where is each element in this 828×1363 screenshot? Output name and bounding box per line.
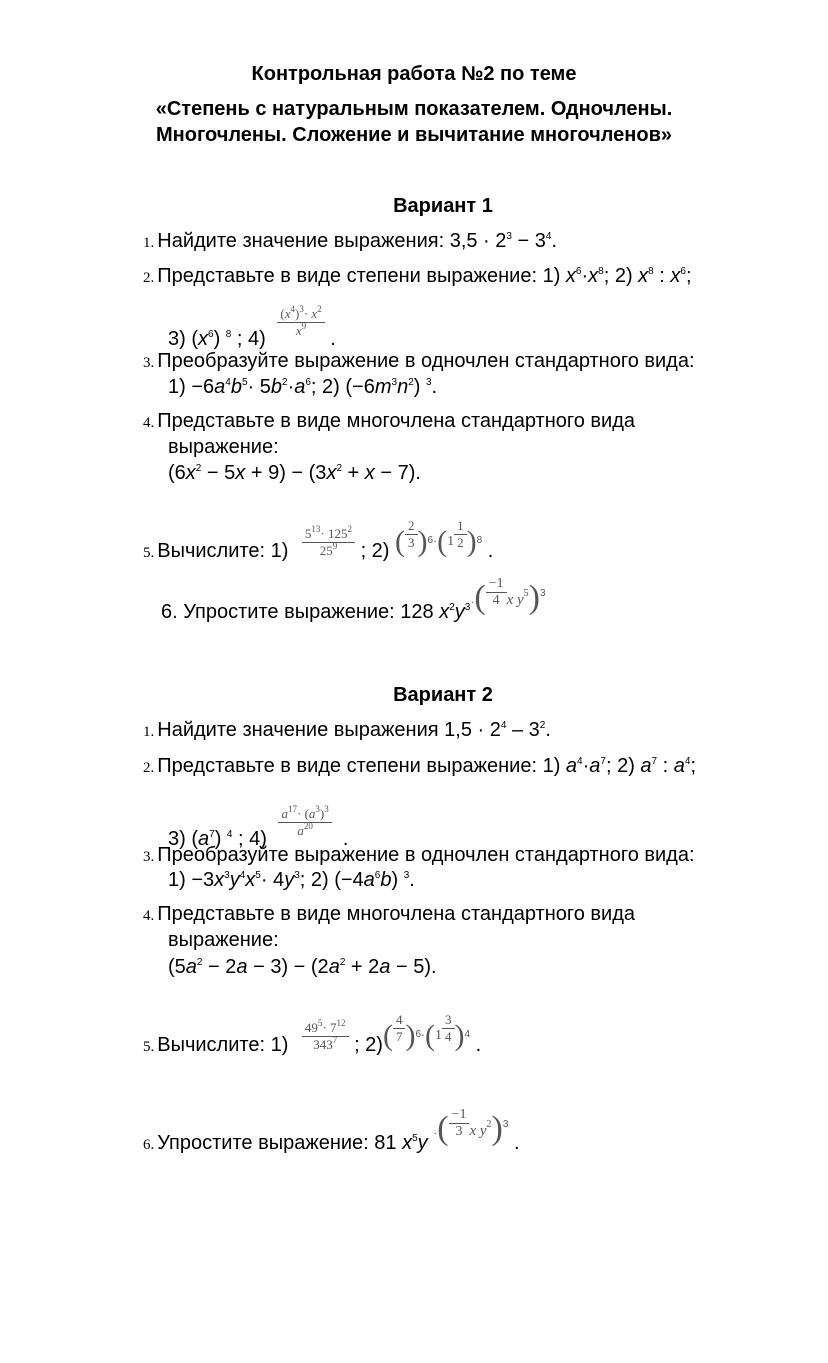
v1-task-3-cont: $1) -6a^4b^5\cdot 5b^2\cdot a^6$; 2) $(-6m^3n^2)$ $^3$.: [168, 376, 438, 398]
v2-task-3-cont: $1) -3x^3y^4x^5\cdot 4y^3$; 2) $(-4a^6b)$ $^3$.: [168, 869, 415, 891]
v1-task-4-word: выражение:: [168, 436, 279, 458]
task-text: Найдите значение выражения: 3,5 · 2: [157, 230, 507, 252]
fraction: $\frac{(x^4)^3\cdot x^2}{x^9}$: [277, 306, 324, 339]
task-text: Найдите значение выражения 1,5 · 2: [157, 719, 501, 741]
v1-task-2-cont: 3) $(x^6)$ $^8$ ; 4) $\frac{(x^4)^3\cdot x^2}{x^9}$ .: [168, 304, 336, 350]
v1-task-4-expr: $(6x^2 - 5x + 9) - (3x^2 + x - 7)$.: [168, 462, 421, 484]
v2-task-2-cont: 3) $(a^7)$ $^4$ ; 4) $\frac{a^{17}\cdot (a^3)^3}{a^{20}}$ .: [168, 804, 349, 850]
v2-task-4-expr: $(5a^2 - 2a - 3) - (2a^2 + 2a - 5)$.: [168, 956, 437, 978]
task-number: 5.: [143, 545, 155, 561]
fraction: $\frac{49^5\cdot 7^{12}}{343^7}$: [302, 1020, 349, 1053]
task-text: Вычислите: 1): [157, 1034, 289, 1056]
v1-task-1: 1. Найдите значение выражения: $3,5 \cdot 2^3 - 3^4$.: [143, 230, 557, 252]
task-number: 2.: [143, 270, 155, 286]
v2-task-1: 1. Найдите значение выражения $1,5 \cdot 2^4 - 3^2$.: [143, 719, 551, 741]
fraction: $\frac{4}{7}$: [393, 1012, 406, 1045]
task-number: 5.: [143, 1039, 155, 1055]
fraction: $\frac{-1}{3}$: [449, 1107, 470, 1140]
task-text: Упростите выражение: 81: [157, 1132, 397, 1154]
v1-task-3: [143, 349, 695, 375]
task-number: 4.: [143, 415, 155, 431]
task-text: Представьте в виде многочлена стандартного вида: [157, 410, 636, 432]
variant-2-heading: Вариант 2: [393, 684, 493, 706]
task-text: 6. Упростите выражение: 128: [161, 601, 434, 623]
v2-task-3: [143, 843, 695, 869]
task-text: Преобразуйте выражение в одночлен стандартного вида:: [157, 350, 695, 372]
task-text: Вычислите: 1): [157, 540, 289, 562]
v1-task-2: 2. Представьте в виде степени выражение: 1) $x^6\cdot x^8$; 2) $x^8$ : $x^6$;: [143, 265, 692, 287]
fraction: $\frac{3}{4}$: [442, 1012, 455, 1045]
task-number: 2.: [143, 760, 155, 776]
v2-task-2: 2. Представьте в виде степени выражение: 1) $a^4\cdot a^7$; 2) $a^7$ : $a^4$;: [143, 755, 697, 777]
page-title: Контрольная работа №2 по теме: [251, 63, 577, 85]
task-text: Представьте в виде степени выражение: 1): [157, 265, 561, 287]
task-number: 6.: [143, 1137, 155, 1153]
task-number: 3.: [143, 355, 155, 371]
task-text: Представьте в виде многочлена стандартного вида: [157, 903, 636, 925]
task-number: 1.: [143, 724, 155, 740]
topic-line-1: «Степень с натуральным показателем. Одночлены.: [155, 98, 673, 120]
v1-task-6: 6. Упростите выражение: 128 $x^2y^{3\cdot}$( $\frac{-1}{4}$ $^{x y^5}$)$^3$: [161, 576, 546, 623]
variant-1-heading: Вариант 1: [393, 195, 493, 217]
v2-task-4-word: выражение:: [168, 929, 279, 951]
fraction: $\frac{1}{2}$: [454, 518, 467, 551]
task-text: Преобразуйте выражение в одночлен стандартного вида:: [157, 844, 695, 866]
task-text: Представьте в виде степени выражение: 1): [157, 755, 561, 777]
fraction: $\frac{-1}{4}$: [486, 576, 507, 609]
v2-task-4: [143, 902, 635, 928]
v2-task-6: 6. Упростите выражение: 81 $x^5y$ ·( $\frac{-1}{3}$ $^{x y^2}$)$^3$ .: [143, 1107, 520, 1154]
v1-task-5: 5. Вычислите: 1) $\frac{5^{13}\cdot 125^2}{25^9}$ ; 2) ( $\frac{2}{3}$ )$^{6\cdot}$($^1$ $\frac{1}{2}$ )$^8$ .: [143, 518, 494, 562]
fraction: $\frac{a^{17}\cdot (a^3)^3}{a^{20}}$: [278, 806, 331, 839]
task-number: 1.: [143, 235, 155, 251]
fraction: $\frac{5^{13}\cdot 125^2}{25^9}$: [302, 526, 355, 559]
v1-task-4: [143, 409, 635, 435]
topic-line-2: Многочлены. Сложение и вычитание многочленов»: [156, 124, 672, 146]
v2-task-5: 5. Вычислите: 1) $\frac{49^5\cdot 7^{12}}{343^7}$ ; 2)( $\frac{4}{7}$ )$^{6\cdot}$($^1$ $\frac{3}{4}$ )$^4$ .: [143, 1012, 482, 1056]
task-number: 4.: [143, 908, 155, 924]
fraction: $\frac{2}{3}$: [405, 518, 418, 551]
task-number: 3.: [143, 849, 155, 865]
